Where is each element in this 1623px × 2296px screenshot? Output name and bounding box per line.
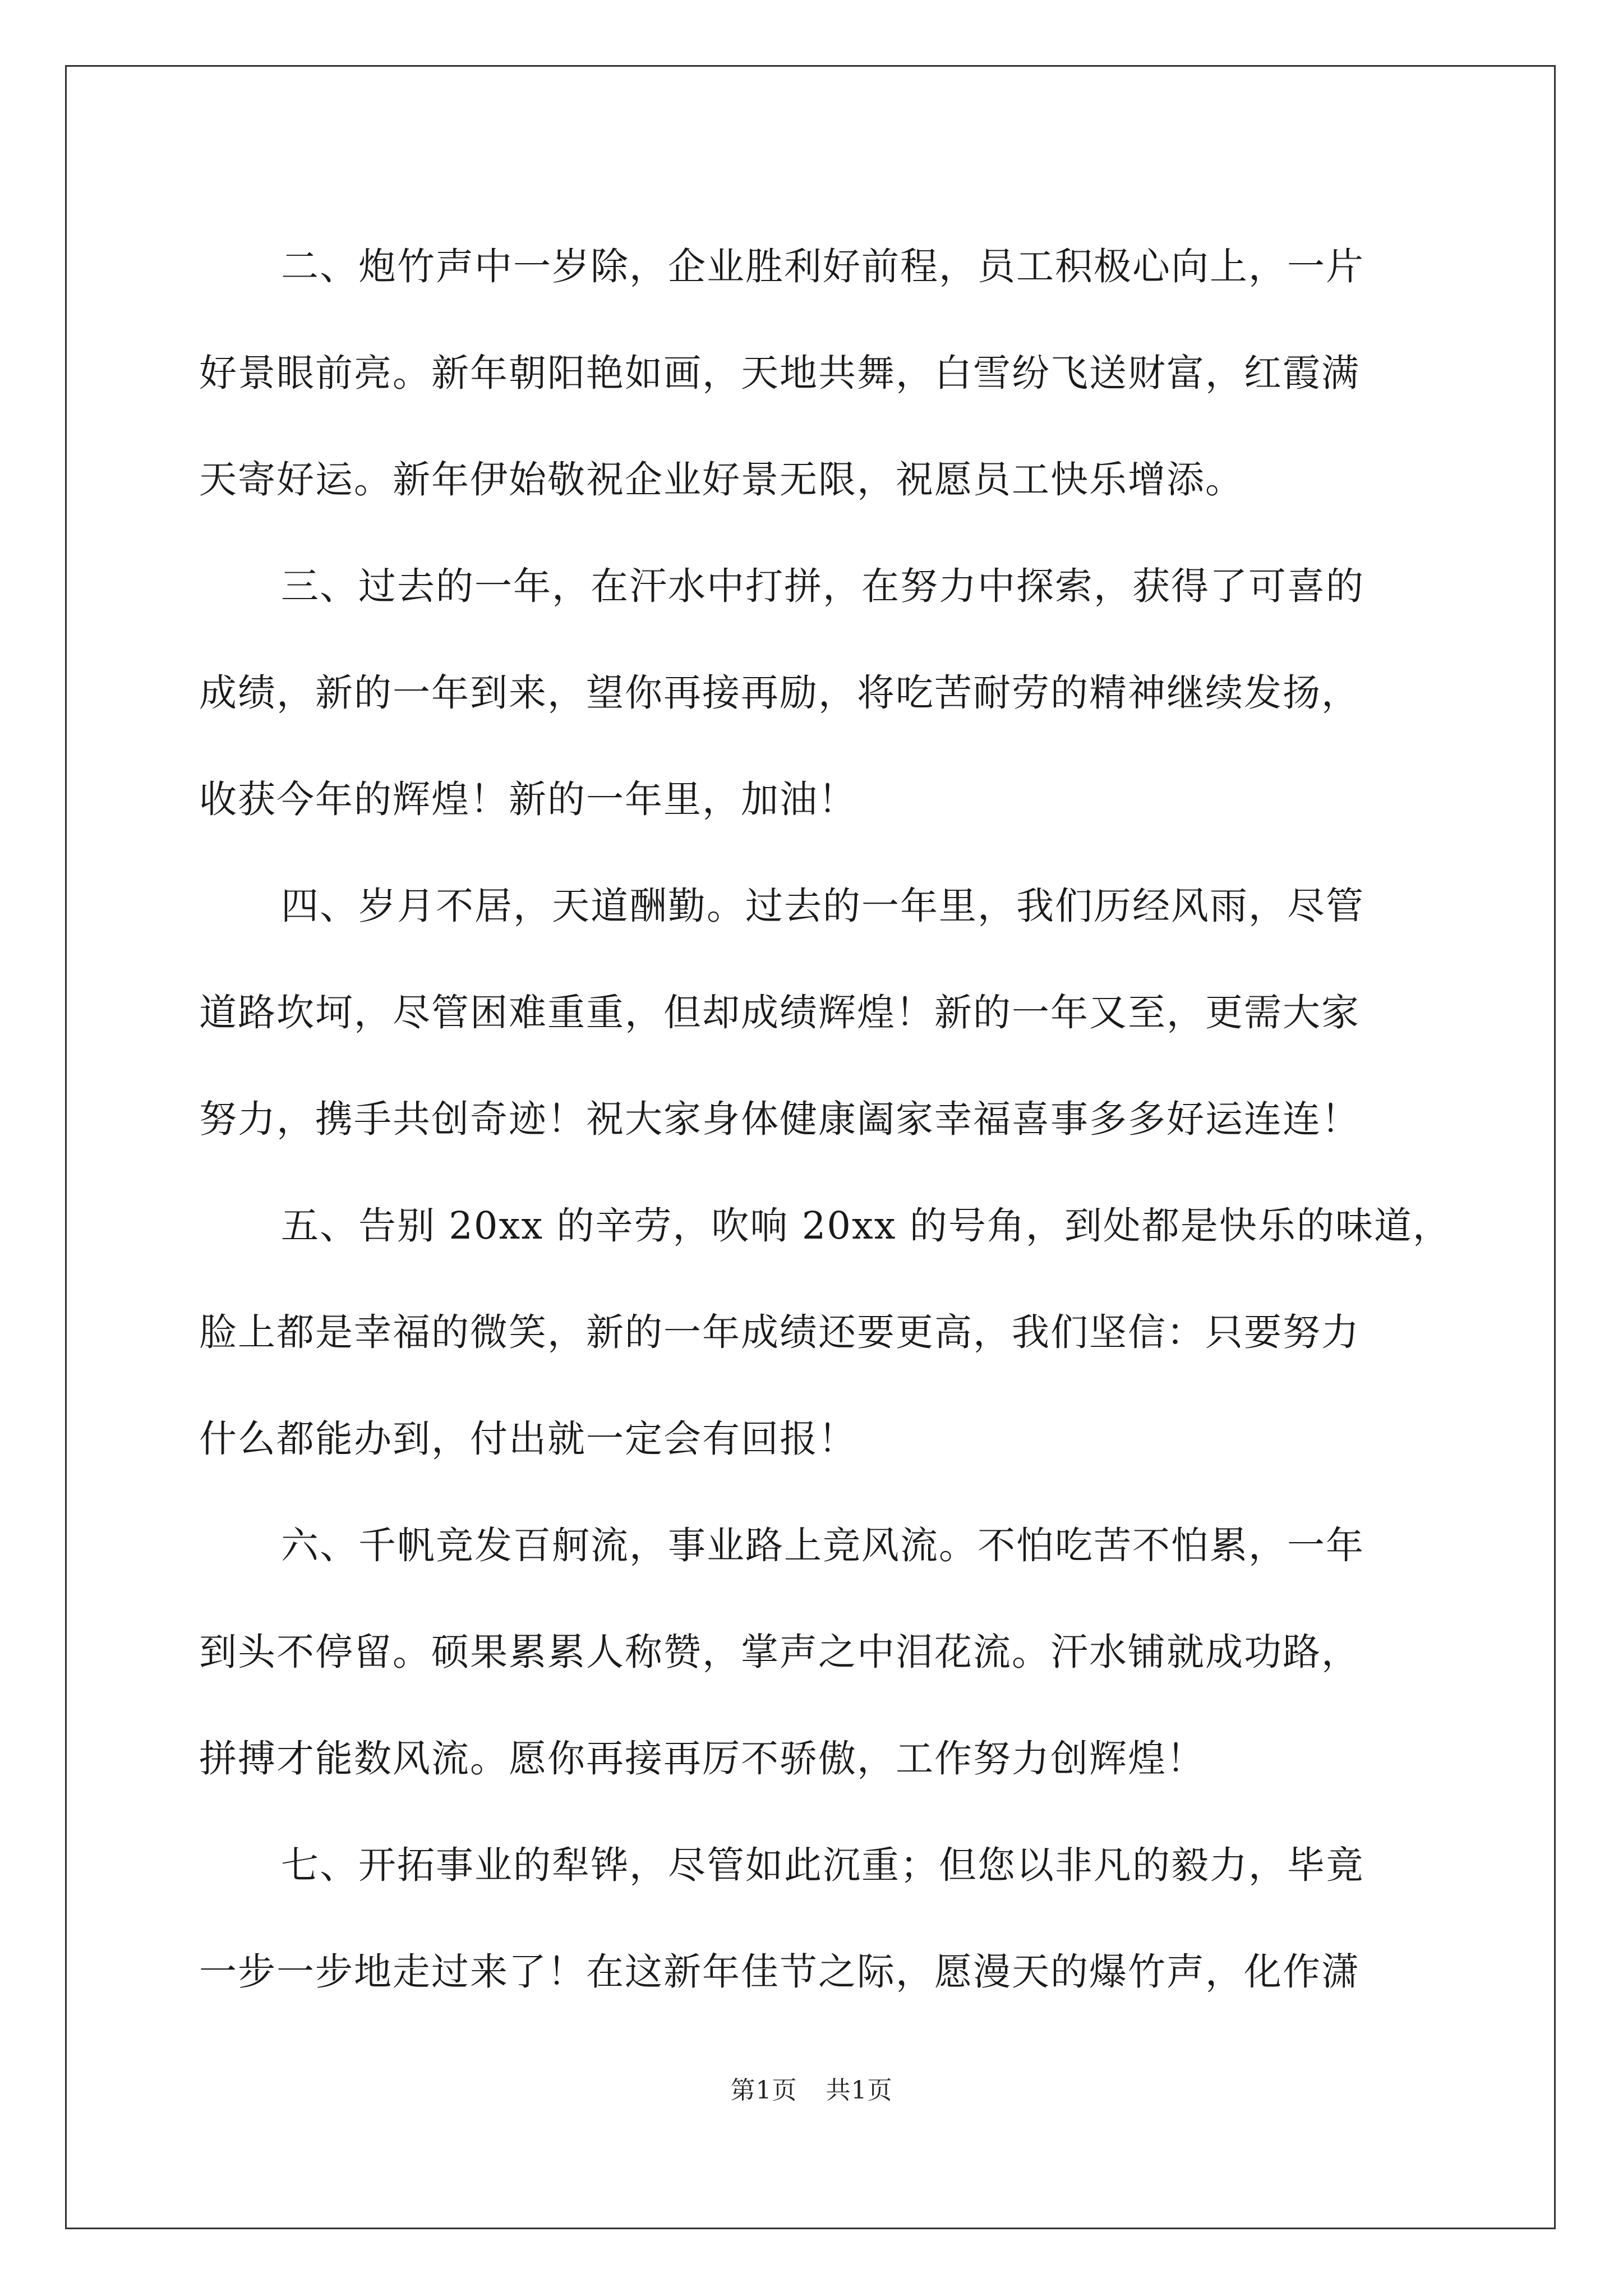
text-line: 成绩，新的一年到来，望你再接再励，将吃苦耐劳的精神继续发扬， (199, 671, 1360, 715)
text-line: 二、炮竹声中一岁除，企业胜利好前程，员工积极心向上，一片 (281, 245, 1364, 288)
text-line: 到头不停留。硕果累累人称赞，掌声之中泪花流。汗水铺就成功路， (199, 1630, 1360, 1674)
paragraph-3 (199, 533, 1433, 853)
text-line: 什么都能办到，付出就一定会有回报！ (199, 1417, 857, 1461)
text-line: 脸上都是幸福的微笑，新的一年成绩还要更高，我们坚信：只要努力 (199, 1310, 1360, 1354)
text-line: 努力，携手共创奇迹！祝大家身体健康阖家幸福喜事多多好运连连！ (199, 1097, 1360, 1141)
paragraph-4 (199, 853, 1433, 1172)
text-line: 天寄好运。新年伊始敬祝企业好景无限，祝愿员工快乐增添。 (199, 458, 1244, 501)
text-line: 四、岁月不居，天道酬勤。过去的一年里，我们历经风雨，尽管 (281, 884, 1364, 928)
text-line: 拼搏才能数风流。愿你再接再厉不骄傲，工作努力创辉煌！ (199, 1737, 1205, 1780)
text-line: 七、开拓事业的犁铧，尽管如此沉重；但您以非凡的毅力，毕竟 (281, 1843, 1364, 1887)
page-total: 共1页 (826, 2076, 893, 2105)
document-body (199, 213, 1451, 2025)
text-line: 道路坎坷，尽管困难重重，但却成绩辉煌！新的一年又至，更需大家 (199, 991, 1360, 1034)
text-line: 好景眼前亮。新年朝阳艳如画，天地共舞，白雪纷飞送财富，红霞满 (199, 351, 1360, 395)
text-line: 一步一步地走过来了！在这新年佳节之际，愿漫天的爆竹声，化作潇 (199, 1950, 1360, 1994)
text-line: 五、告别 20xx 的辛劳，吹响 20xx 的号角，到处都是快乐的味道， (281, 1204, 1451, 1248)
text-line: 三、过去的一年，在汗水中打拼，在努力中探索，获得了可喜的 (281, 564, 1364, 608)
text-line: 六、千帆竞发百舸流，事业路上竞风流。不怕吃苦不怕累，一年 (281, 1524, 1364, 1567)
paragraph-6 (199, 1492, 1433, 1812)
page-footer (0, 2070, 1623, 2106)
text-line: 收获今年的辉煌！新的一年里，加油！ (199, 777, 857, 821)
paragraph-7 (199, 1812, 1433, 2025)
page-number: 第1页 (730, 2076, 797, 2105)
paragraph-2 (199, 213, 1433, 533)
paragraph-5 (199, 1172, 1451, 1492)
